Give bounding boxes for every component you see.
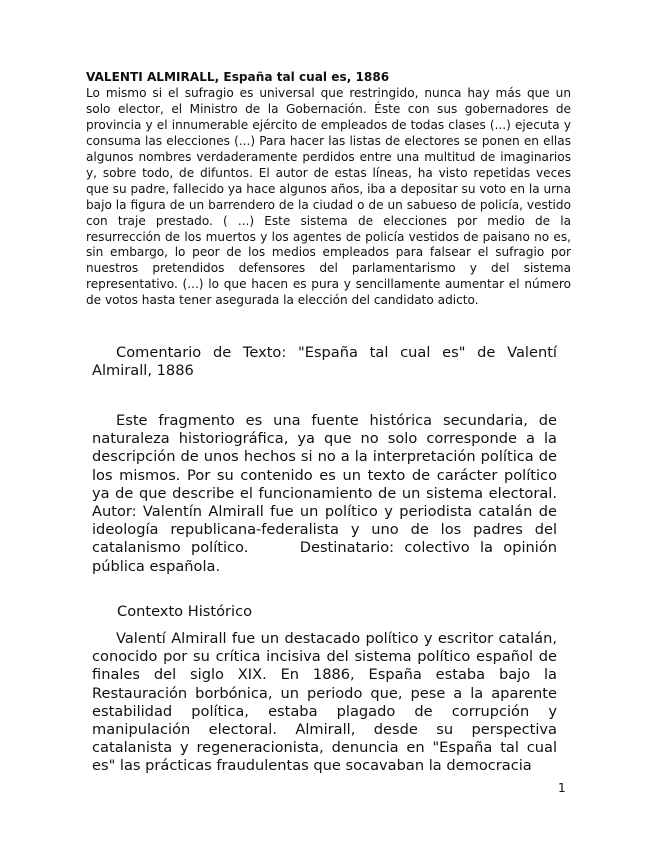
context-heading: Contexto Histórico: [117, 603, 253, 620]
commentary-heading: Comentario de Texto: "España tal cual es" de Valentí Almirall, 1886: [92, 344, 557, 380]
analysis-paragraph: Este fragmento es una fuente histórica secundaria, de naturaleza historiográfica, ya que no solo corresponde a la descripción de unos hechos si no a la interpretación política de los mismos. Por su contenido es un texto de carácter político ya de que describe el funcionamiento de un sistema electoral. Autor: Valentín Almirall fue un político y periodista catalán de ideología republicana-federalista y uno de los padres del catalanismo político. Destinatario: colectivo la opinión pública española.: [92, 412, 581, 575]
quote-text: Lo mismo si el sufragio es universal que restringido, nunca hay más que un solo elector, el Ministro de la Gobernación. Éste con sus gobernadores de provincia y el innumerable ejército de empleados de todas clases (...) ejecuta y consuma las elecciones (...) Para hacer las listas de electores se ponen en ellas algunos nombres verdaderamente perdidos entre una multitud de imaginarios y, sobre todo, de difuntos. El autor de estas líneas, ha visto repetidas veces que su padre, fallecido ya hace algunos años, iba a depositar su voto en la urna bajo la figura de un barrendero de la ciudad o de un sabueso de policía, vestido con traje prestado. ( ...) Este sistema de elecciones por medio de la resurrección de los muertos y los agentes de policía vestidos de paisano no es, sin embargo, lo peor de los medios empleados para falsear el sufragio por nuestros pretendidos defensores del parlamentarismo y del sistema representativo. (...) lo que hacen es pura y sencillamente aumentar el número de votos hasta tener asegurada la elección del candidato adicto.: [86, 85, 571, 308]
context-paragraph: Valentí Almirall fue un destacado político y escritor catalán, conocido por su crítica incisiva del sistema político español de finales del siglo XIX. En 1886, España estaba bajo la Restauración borbónica, un periodo que, pese a la aparente estabilidad política, estaba plagado de corrupción y manipulación electoral. Almirall, desde su perspectiva catalanista y regeneracionista, denuncia en "España tal cual es" las prácticas fraudulentas que socavaban la democracia: [92, 630, 557, 775]
quote-title: VALENTI ALMIRALL, España tal cual es, 1886: [86, 70, 390, 84]
source-quote: [86, 70, 571, 309]
page-number: 1: [558, 781, 566, 795]
